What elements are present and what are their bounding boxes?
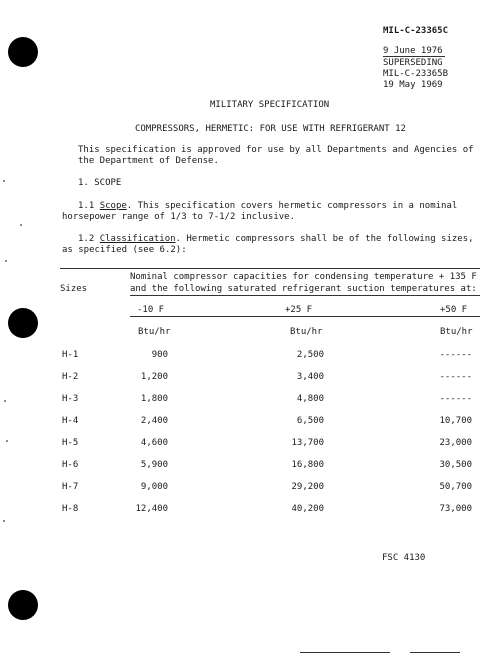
paragraph-1-2-line-2: as specified (see 6.2): xyxy=(62,245,187,255)
scan-speck xyxy=(4,400,6,402)
paragraph-text: . This specification covers hermetic compressors in a nominal xyxy=(126,201,458,211)
table-cell: 30,500 xyxy=(439,460,472,470)
caption-underline xyxy=(130,295,480,296)
bottom-edge-mark xyxy=(300,652,390,653)
spec-subject-title: COMPRESSORS, HERMETIC: FOR USE WITH REFRIGERANT 12 xyxy=(135,124,406,134)
table-cell: 4,800 xyxy=(296,394,324,404)
paragraph-1-1-line-2: horsepower range of 1/3 to 7-1/2 inclusive. xyxy=(62,212,295,222)
table-row-size: H-8 xyxy=(62,504,79,514)
table-cell: 50,700 xyxy=(439,482,472,492)
table-cell: ------ xyxy=(439,350,472,360)
table-row-size: H-7 xyxy=(62,482,79,492)
scope-label: Scope xyxy=(99,201,127,211)
table-cell: ------ xyxy=(439,372,472,382)
scan-speck xyxy=(3,180,5,182)
table-cell: 1,200 xyxy=(140,372,168,382)
table-row-size: H-3 xyxy=(62,394,79,404)
superseding-label: SUPERSEDING xyxy=(383,58,443,68)
superseded-number: MIL-C-23365B xyxy=(383,69,449,79)
paragraph-1-1-line-1 xyxy=(78,201,457,212)
fsc-code: FSC 4130 xyxy=(382,553,426,563)
unit-col-1: Btu/hr xyxy=(138,327,171,337)
table-cell: 2,500 xyxy=(296,350,324,360)
table-cell: 4,600 xyxy=(140,438,168,448)
temp-header-minus-10: -10 F xyxy=(137,305,165,315)
sizes-column-header: Sizes xyxy=(60,284,88,294)
table-row-size: H-1 xyxy=(62,350,79,360)
scan-speck xyxy=(5,260,7,262)
table-caption-line-1: Nominal compressor capacities for condensing temperature + 135 F xyxy=(130,272,477,282)
paragraph-number: 1.2 xyxy=(78,234,95,244)
classification-label: Classification xyxy=(99,234,176,244)
section-1-heading: 1. SCOPE xyxy=(78,178,122,188)
scan-speck xyxy=(3,520,5,522)
table-cell: 12,400 xyxy=(135,504,168,514)
paragraph-number: 1.1 xyxy=(78,201,95,211)
table-caption-line-2: and the following saturated refrigerant suction temperatures at: xyxy=(130,284,477,294)
unit-col-3: Btu/hr xyxy=(440,327,473,337)
table-cell: 13,700 xyxy=(291,438,324,448)
table-cell: 9,000 xyxy=(140,482,168,492)
paragraph-text: . Hermetic compressors shall be of the following sizes, xyxy=(175,234,474,244)
table-row-size: H-2 xyxy=(62,372,79,382)
unit-col-2: Btu/hr xyxy=(290,327,323,337)
table-cell: 3,400 xyxy=(296,372,324,382)
punch-hole-top xyxy=(8,37,38,67)
table-cell: 23,000 xyxy=(439,438,472,448)
paragraph-1-2-line-1 xyxy=(78,234,474,245)
scan-speck xyxy=(6,440,8,442)
table-row-size: H-6 xyxy=(62,460,79,470)
table-cell: 900 xyxy=(151,350,168,360)
table-cell: 1,800 xyxy=(140,394,168,404)
table-cell: 40,200 xyxy=(291,504,324,514)
table-cell: 10,700 xyxy=(439,416,472,426)
table-cell: 29,200 xyxy=(291,482,324,492)
table-top-rule xyxy=(60,268,480,269)
doc-date: 9 June 1976 xyxy=(383,46,443,56)
bottom-edge-mark xyxy=(410,652,460,653)
punch-hole-bottom xyxy=(8,590,38,620)
table-row-size: H-5 xyxy=(62,438,79,448)
table-cell: 16,800 xyxy=(291,460,324,470)
table-cell: ------ xyxy=(439,394,472,404)
approval-line-2: the Department of Defense. xyxy=(78,156,219,166)
doc-number: MIL-C-23365C xyxy=(383,26,449,36)
temp-header-plus-50: +50 F xyxy=(440,305,468,315)
table-row-size: H-4 xyxy=(62,416,79,426)
spec-kind-title: MILITARY SPECIFICATION xyxy=(210,100,330,110)
scan-speck xyxy=(20,224,22,226)
temp-header-plus-25: +25 F xyxy=(285,305,313,315)
superseded-date: 19 May 1969 xyxy=(383,80,443,90)
table-cell: 2,400 xyxy=(140,416,168,426)
date-underline xyxy=(383,56,445,57)
table-cell: 73,000 xyxy=(439,504,472,514)
punch-hole-middle xyxy=(8,308,38,338)
temp-header-rule xyxy=(130,316,480,317)
table-cell: 5,900 xyxy=(140,460,168,470)
approval-line-1: This specification is approved for use by all Departments and Agencies of xyxy=(78,145,474,155)
table-cell: 6,500 xyxy=(296,416,324,426)
